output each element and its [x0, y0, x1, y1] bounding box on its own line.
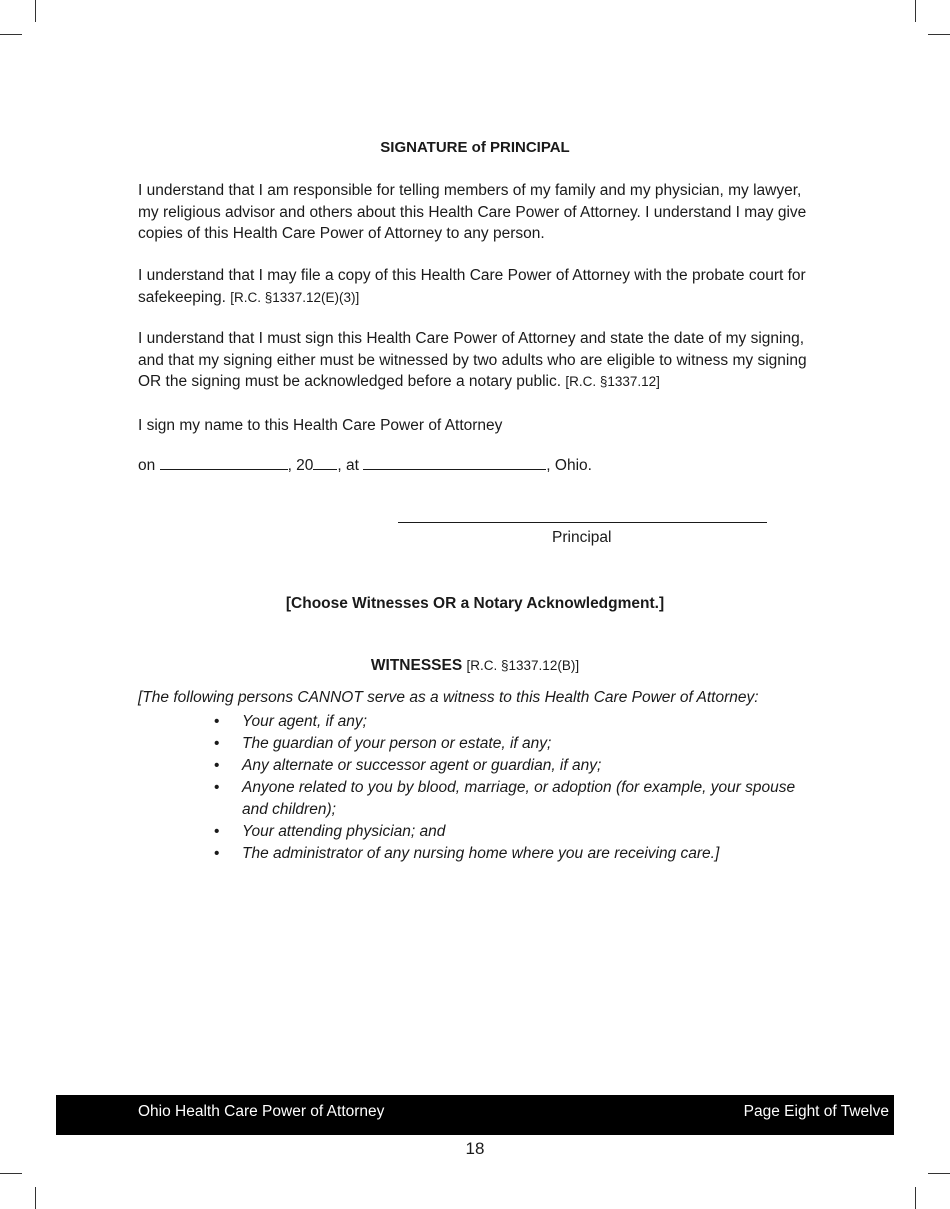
list-item [214, 733, 814, 755]
paragraph-text: I understand that I must sign this Health Care Power of Attorney and state the date of my signing, and that my signing either must be witnessed by two adults who are eligible to witness my signing OR the signing must be acknowledged before a notary public. [138, 330, 807, 390]
crop-mark [0, 1173, 22, 1174]
bullet-icon: • [214, 779, 220, 796]
list-item [214, 755, 814, 777]
list-item-text: Your attending physician; and [242, 822, 446, 840]
bullet-icon: • [214, 822, 220, 840]
principal-label: Principal [552, 529, 612, 546]
bullet-icon: • [214, 735, 220, 752]
list-item [214, 821, 814, 843]
crop-mark [928, 34, 950, 35]
bullet-icon: • [214, 713, 220, 730]
crop-mark [928, 1173, 950, 1174]
list-item [214, 777, 814, 820]
statute-reference: [R.C. §1337.12(E)(3)] [230, 289, 360, 305]
footer-page-label: Page Eight of Twelve [743, 1103, 889, 1120]
date-blank[interactable] [160, 455, 288, 470]
at-label: , at [337, 457, 359, 474]
statute-reference: [R.C. §1337.12(B)] [466, 658, 580, 673]
crop-mark [0, 34, 22, 35]
ineligible-witness-list [214, 711, 814, 865]
list-item-text: Any alternate or successor agent or guardian, if any; [242, 757, 602, 774]
crop-mark [35, 1187, 36, 1209]
list-item [214, 711, 814, 733]
crop-mark [915, 1187, 916, 1209]
page-number: 18 [465, 1139, 485, 1158]
witnesses-intro: [The following persons CANNOT serve as a witness to this Health Care Power of Attorney: [138, 689, 759, 706]
footer-bar [56, 1095, 894, 1135]
page-title: SIGNATURE of PRINCIPAL [380, 139, 570, 156]
bullet-icon: • [214, 757, 220, 774]
date-place-line [138, 455, 818, 477]
list-item-text: Your agent, if any; [242, 713, 367, 730]
crop-mark [35, 0, 36, 22]
state-label: , Ohio. [546, 457, 592, 474]
list-item [214, 843, 814, 865]
crop-mark [915, 0, 916, 22]
on-label: on [138, 457, 156, 474]
footer-document-title: Ohio Health Care Power of Attorney [138, 1103, 385, 1120]
year-label: , 20 [287, 457, 314, 474]
list-item-text: Anyone related to you by blood, marriage, or adoption (for example, your spouse and children); [242, 779, 796, 818]
witnesses-heading [0, 657, 950, 675]
bullet-icon: • [214, 844, 220, 862]
principal-signature-line[interactable] [398, 522, 767, 523]
paragraph-signing [138, 328, 818, 393]
paragraph-text: I understand that I may file a copy of this Health Care Power of Attorney with the probate court for safekeeping. [138, 267, 806, 306]
paragraph-sign-name: I sign my name to this Health Care Power of Attorney [138, 417, 503, 434]
choose-heading: [Choose Witnesses OR a Notary Acknowledgment.] [285, 595, 665, 612]
list-item-text: The guardian of your person or estate, if any; [242, 735, 552, 752]
list-item-text: The administrator of any nursing home where you are receiving care.] [242, 844, 720, 862]
year-blank[interactable] [313, 455, 337, 470]
statute-reference: [R.C. §1337.12] [565, 374, 660, 389]
witnesses-title: WITNESSES [370, 657, 463, 674]
paragraph-probate [138, 265, 818, 308]
place-blank[interactable] [363, 455, 546, 470]
paragraph-responsibility: I understand that I am responsible for telling members of my family and my physician, my lawyer, my religious advisor and others about this Health Care Power of Attorney. I understand I may give copies of this Health Care Power of Attorney to any person. [138, 182, 807, 242]
